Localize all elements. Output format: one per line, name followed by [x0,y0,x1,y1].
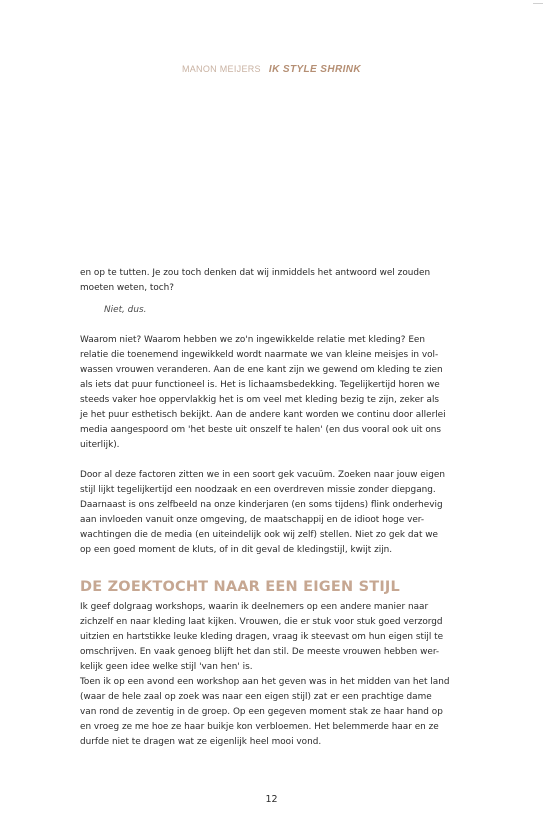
section-heading: DE ZOEKTOCHT NAAR EEN EIGEN STIJL [80,579,400,595]
body-text [80,266,465,750]
paragraph-workshops [80,600,465,750]
quote: Niet, dus. [104,305,147,315]
header-author: MANON MEIJERS [181,64,261,74]
text-line: Toen ik op een avond een workshop aan het geven was in het midden van het land [80,677,450,687]
header-book-title: IK STYLE SHRINK [268,64,362,75]
text-line: wassen vrouwen veranderen. Aan de ene kant zijn we gewend om kleding te zien [80,365,443,375]
text-line: en op te tutten. Je zou toch denken dat wij inmiddels het antwoord wel zouden [80,268,431,278]
text-line: je het puur esthetisch bekijkt. Aan de andere kant worden we continu door allerlei [80,410,446,420]
text-line: wachtingen die de media (en uiteindelijk ook wij zelf) stellen. Niet zo gek dat we [80,530,438,540]
text-line: Ik geef dolgraag workshops, waarin ik deelnemers op een andere manier naar [80,602,429,612]
text-line: durfde niet te dragen wat ze eigenlijk heel mooi vond. [80,737,322,747]
running-header [0,64,543,75]
text-line: zichzelf en naar kleding laat kijken. Vrouwen, die er stuk voor stuk goed verzorgd [80,617,443,627]
corner-mark [533,0,543,4]
text-line: uiterlijk). [80,440,120,450]
paragraph-relatie [80,333,465,453]
paragraph-continued [80,266,465,296]
text-line: aan invloeden vanuit onze omgeving, de maatschappij en de idioot hoge ver- [80,515,425,525]
text-line: moeten weten, toch? [80,283,174,293]
text-line: als iets dat puur functioneel is. Het is lichaamsbedekking. Tegelijkertijd horen we [80,380,440,390]
text-line: relatie die toenemend ingewikkeld wordt naarmate we van kleine meisjes in vol- [80,350,439,360]
text-line: Door al deze factoren zitten we in een soort gek vacuüm. Zoeken naar jouw eigen [80,470,445,480]
text-line: kelijk geen idee welke stijl 'van hen' is. [80,662,253,672]
text-line: van rond de zeventig in de groep. Op een gegeven moment stak ze haar hand op [80,707,443,717]
text-line: Waarom niet? Waarom hebben we zo'n ingewikkelde relatie met kleding? Een [80,335,426,345]
text-line: (waar de hele zaal op zoek was naar een eigen stijl) zat er een prachtige dame [80,692,432,702]
text-line: uitzien en hartstikke leuke kleding dragen, vraag ik steevast om hun eigen stijl te [80,632,444,642]
paragraph-vacuum [80,468,465,558]
text-line: en vroeg ze me hoe ze haar buikje kon verbloemen. Het belemmerde haar en ze [80,722,439,732]
text-line: op een goed moment de kluts, of in dit geval de kledingstijl, kwijt zijn. [80,545,393,555]
text-line: steeds vaker hoe oppervlakkig het is om veel met kleding bezig te zijn, zeker als [80,395,440,405]
text-line: media aangespoord om 'het beste uit onszelf te halen' (en dus vooral ook uit ons [80,425,442,435]
text-line: Daarnaast is ons zelfbeeld na onze kinderjaren (en soms tijdens) flink onderhevig [80,500,443,510]
text-line: omschrijven. En vaak genoeg blijft het dan stil. De meeste vrouwen hebben wer- [80,647,440,657]
text-line: stijl lijkt tegelijkertijd een noodzaak en een overdreven missie zonder diepgang. [80,485,436,495]
page-number: 12 [265,794,278,805]
